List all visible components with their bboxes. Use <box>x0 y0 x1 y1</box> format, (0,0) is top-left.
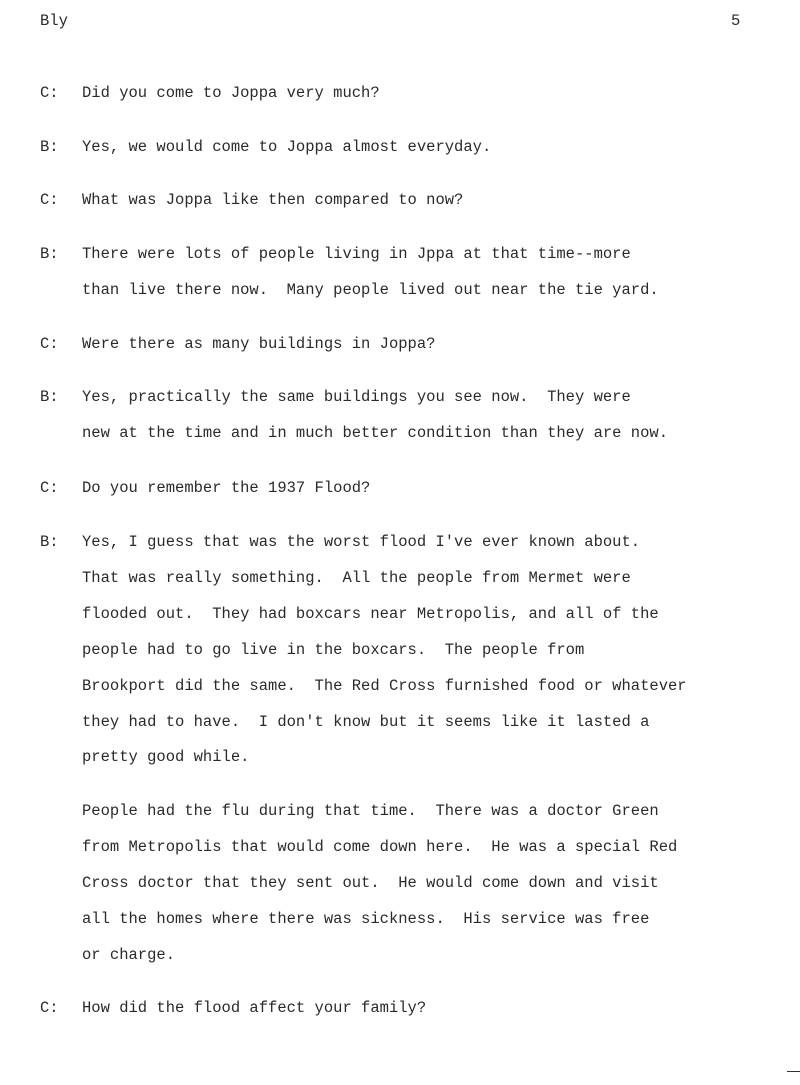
transcript-line: they had to have. I don't know but it seems like it lasted a <box>82 712 650 731</box>
transcript-line: Did you come to Joppa very much? <box>82 84 380 102</box>
transcript-line: Yes, I guess that was the worst flood I've ever known about. <box>82 533 641 551</box>
transcript-line: pretty good while. <box>82 748 250 767</box>
transcript-line: all the homes where there was sickness. His service was free <box>82 909 650 928</box>
edge-mark <box>787 1071 800 1072</box>
header-name: Bly <box>40 12 68 30</box>
transcript-line: There were lots of people living in Jppa at that time--more <box>82 245 631 263</box>
transcript-line: flooded out. They had boxcars near Metropolis, and all of the <box>82 604 659 623</box>
transcript-line: That was really something. All the people from Mermet were <box>82 568 631 587</box>
transcript-line: or charge. <box>82 945 176 964</box>
transcript-line: Yes, we would come to Joppa almost everyday. <box>82 138 492 156</box>
speaker-label: C: <box>40 84 59 102</box>
page-number: 5 <box>731 12 741 30</box>
speaker-label: B: <box>40 388 59 406</box>
transcript-line: people had to go live in the boxcars. The people from <box>82 640 585 659</box>
transcript-line: People had the flu during that time. There was a doctor Green <box>82 802 659 820</box>
transcript-line: than live there now. Many people lived out near the tie yard. <box>82 280 659 299</box>
speaker-label: C: <box>40 191 59 209</box>
transcript-line: Were there as many buildings in Joppa? <box>82 335 436 353</box>
speaker-label: B: <box>40 533 59 551</box>
transcript-line: How did the flood affect your family? <box>82 999 427 1017</box>
transcript-line: Brookport did the same. The Red Cross furnished food or whatever <box>82 676 687 695</box>
speaker-label: B: <box>40 138 59 156</box>
speaker-label: B: <box>40 245 59 263</box>
transcript-line: Do you remember the 1937 Flood? <box>82 479 371 497</box>
transcript-line: new at the time and in much better condition than they are now. <box>82 423 668 442</box>
speaker-label: C: <box>40 479 59 497</box>
transcript-line: Cross doctor that they sent out. He would come down and visit <box>82 873 659 892</box>
speaker-label: C: <box>40 999 59 1017</box>
transcript-line: Yes, practically the same buildings you see now. They were <box>82 388 631 406</box>
speaker-label: C: <box>40 335 59 353</box>
transcript-line: What was Joppa like then compared to now? <box>82 191 464 209</box>
transcript-line: from Metropolis that would come down here. He was a special Red <box>82 837 678 856</box>
